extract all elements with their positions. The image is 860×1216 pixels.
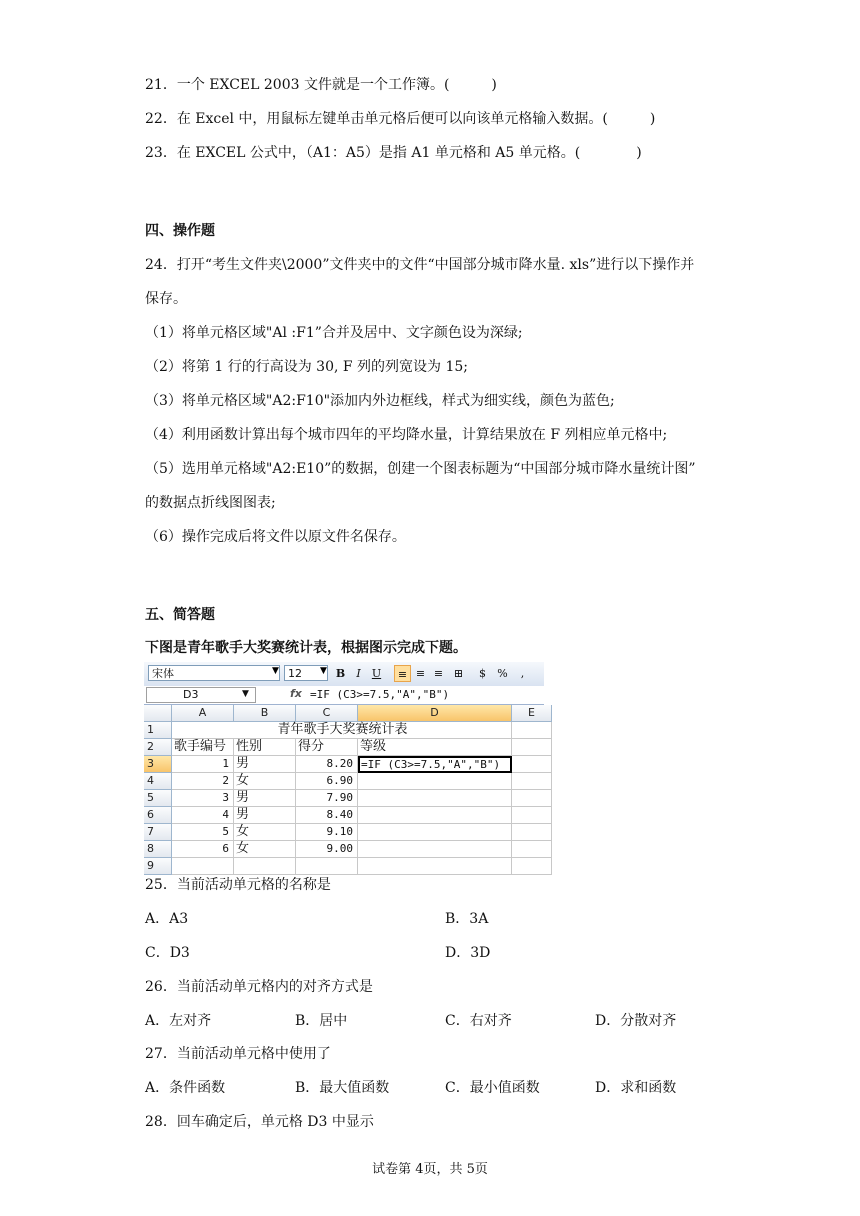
q27-option-a: A．条件函数 bbox=[145, 1080, 226, 1096]
step-5: （5）选用单元格域"A2:E10”的数据，创建一个图表标题为“中国部分城市降水量统计图” bbox=[145, 461, 696, 477]
table-cell: 男 bbox=[234, 807, 296, 824]
table-cell: 3 bbox=[172, 790, 234, 807]
question-24-line1: 24．打开“考生文件夹\2000”文件夹中的文件“中国部分城市降水量. xls”进行以下操作并 bbox=[145, 257, 695, 273]
step-1: （1）将单元格区域"Al :F1”合并及居中、文字颜色设为深绿; bbox=[145, 325, 523, 341]
fx-icon: fx bbox=[290, 687, 302, 700]
align-right-icon: ≡ bbox=[433, 667, 444, 680]
bold-icon: B bbox=[335, 667, 346, 680]
row-header: 5 bbox=[144, 790, 172, 807]
section-intro: 下图是青年歌手大奖赛统计表，根据图示完成下题。 bbox=[145, 640, 467, 656]
formula-text: =IF (C3>=7.5,"A","B") bbox=[310, 688, 450, 701]
step-4: （4）利用函数计算出每个城市四年的平均降水量，计算结果放在 F 列相应单元格中; bbox=[145, 427, 668, 443]
table-cell: 9.00 bbox=[296, 841, 358, 858]
font-name-box: 宋体 bbox=[148, 665, 280, 681]
col-header-c: C bbox=[296, 705, 358, 722]
align-center-icon: ≡ bbox=[415, 667, 426, 680]
header-cell: 得分 bbox=[296, 739, 358, 756]
table-cell: 9.10 bbox=[296, 824, 358, 841]
comma-icon: , bbox=[520, 667, 525, 680]
row-header: 4 bbox=[144, 773, 172, 790]
q25-option-c: C．D3 bbox=[145, 945, 190, 961]
col-header-d: D bbox=[358, 705, 512, 722]
q26-option-c: C．右对齐 bbox=[445, 1013, 512, 1029]
table-cell: 8.20 bbox=[296, 756, 358, 773]
q27-option-d: D．求和函数 bbox=[595, 1080, 677, 1096]
question-23: 23．在 EXCEL 公式中，（A1：A5）是指 A1 单元格和 A5 单元格。( ) bbox=[145, 145, 642, 161]
step-2: （2）将第 1 行的行高设为 30, F 列的列宽设为 15; bbox=[145, 359, 469, 375]
q25-option-d: D．3D bbox=[445, 945, 491, 961]
percent-icon: % bbox=[497, 667, 508, 680]
col-header-e: E bbox=[512, 705, 552, 722]
step-3: （3）将单元格区域"A2:F10"添加内外边框线，样式为细实线，颜色为蓝色; bbox=[145, 393, 615, 409]
row-header: 7 bbox=[144, 824, 172, 841]
step-6: （6）操作完成后将文件以原文件名保存。 bbox=[145, 529, 406, 545]
q26-option-b: B．居中 bbox=[295, 1013, 348, 1029]
q27-option-b: B．最大值函数 bbox=[295, 1080, 390, 1096]
excel-toolbar bbox=[144, 662, 544, 687]
table-cell: 4 bbox=[172, 807, 234, 824]
align-left-icon: ≡ bbox=[394, 665, 411, 682]
section-heading-short-answer: 五、简答题 bbox=[145, 607, 215, 623]
q25-option-b: B．3A bbox=[445, 911, 489, 927]
question-22: 22．在 Excel 中，用鼠标左键单击单元格后便可以向该单元格输入数据。( ) bbox=[145, 111, 656, 127]
col-header-a: A bbox=[172, 705, 234, 722]
formula-bar bbox=[144, 686, 544, 705]
page-footer: 试卷第 4页，共 5页 bbox=[372, 1162, 488, 1177]
table-cell: 5 bbox=[172, 824, 234, 841]
table-cell: 1 bbox=[172, 756, 234, 773]
table-cell: 6.90 bbox=[296, 773, 358, 790]
chevron-down-icon: ▼ bbox=[272, 666, 279, 676]
underline-icon: U bbox=[371, 667, 382, 680]
header-cell: 等级 bbox=[358, 739, 512, 756]
currency-icon: $ bbox=[479, 667, 486, 680]
question-28: 28．回车确定后，单元格 D3 中显示 bbox=[145, 1114, 374, 1130]
table-cell: 男 bbox=[234, 756, 296, 773]
corner-cell bbox=[144, 705, 172, 722]
table-title: 青年歌手大奖赛统计表 bbox=[172, 722, 512, 739]
row-header: 3 bbox=[144, 756, 172, 773]
italic-icon: I bbox=[356, 667, 361, 680]
table-cell: 2 bbox=[172, 773, 234, 790]
table-cell: 女 bbox=[234, 773, 296, 790]
excel-screenshot bbox=[144, 662, 544, 872]
chevron-down-icon: ▼ bbox=[242, 689, 249, 699]
q25-option-a: A．A3 bbox=[145, 911, 189, 927]
chevron-down-icon: ▼ bbox=[320, 666, 327, 676]
step-5-cont: 的数据点折线图图表; bbox=[145, 495, 276, 511]
row-header: 6 bbox=[144, 807, 172, 824]
question-21: 21．一个 EXCEL 2003 文件就是一个工作簿。( ) bbox=[145, 77, 497, 93]
q26-option-d: D．分散对齐 bbox=[595, 1013, 677, 1029]
q26-option-a: A．左对齐 bbox=[145, 1013, 212, 1029]
question-24-line2: 保存。 bbox=[145, 291, 187, 307]
font-size-box: 12 bbox=[284, 665, 328, 681]
question-25: 25．当前活动单元格的名称是 bbox=[145, 877, 331, 893]
row-header: 1 bbox=[144, 722, 172, 739]
header-cell: 性别 bbox=[234, 739, 296, 756]
name-box: D3 bbox=[146, 687, 256, 703]
question-27: 27．当前活动单元格中使用了 bbox=[145, 1046, 331, 1062]
q27-option-c: C．最小值函数 bbox=[445, 1080, 540, 1096]
row-header: 8 bbox=[144, 841, 172, 858]
row-header: 2 bbox=[144, 739, 172, 756]
col-header-b: B bbox=[234, 705, 296, 722]
question-26: 26．当前活动单元格内的对齐方式是 bbox=[145, 979, 373, 995]
table-cell: 8.40 bbox=[296, 807, 358, 824]
table-cell: 男 bbox=[234, 790, 296, 807]
table-cell: 6 bbox=[172, 841, 234, 858]
header-cell: 歌手编号 bbox=[172, 739, 234, 756]
active-cell: =IF (C3>=7.5,"A","B") bbox=[358, 756, 512, 773]
row-header: 9 bbox=[144, 858, 172, 875]
table-cell: 7.90 bbox=[296, 790, 358, 807]
table-cell: 女 bbox=[234, 841, 296, 858]
section-heading-operation: 四、操作题 bbox=[145, 223, 215, 239]
table-cell: 女 bbox=[234, 824, 296, 841]
merge-center-icon: ⊞ bbox=[453, 667, 464, 680]
